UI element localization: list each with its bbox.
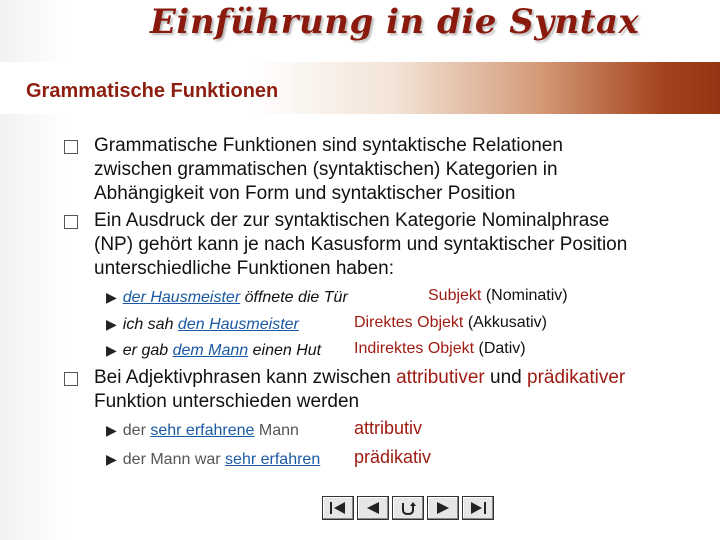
bullet-1-line-3: Abhängigkeit von Form und syntaktischer Position: [94, 183, 516, 204]
return-button[interactable]: [392, 496, 424, 520]
triangle-bullet-icon: ▶: [106, 342, 117, 358]
banner-title: Einführung in die Syntax: [150, 2, 640, 42]
bullet-2-line-1: Ein Ausdruck der zur syntaktischen Kategorie Nominalphrase: [94, 210, 610, 231]
first-slide-button[interactable]: [322, 496, 354, 520]
next-slide-button[interactable]: [427, 496, 459, 520]
previous-icon: [362, 499, 384, 517]
checkbox-bullet-icon: [64, 140, 80, 156]
triangle-bullet-icon: ▶: [106, 451, 117, 467]
triangle-bullet-icon: ▶: [106, 289, 117, 305]
example-ap-1-function: attributiv: [354, 418, 423, 438]
navigation-bar: [322, 496, 494, 520]
checkbox-bullet-icon: [64, 215, 80, 231]
triangle-bullet-icon: ▶: [106, 316, 117, 332]
return-icon: [397, 499, 419, 517]
section-title: Grammatische Funktionen: [26, 80, 279, 102]
example-ap-2: ▶ der Mann war sehr erfahren: [106, 451, 321, 468]
example-np-3-function: Indirektes Objekt (Dativ): [354, 340, 526, 357]
example-np-1-function: Subjekt (Nominativ): [428, 287, 568, 304]
bullet-3-line-2: Funktion unterschieden werden: [94, 391, 360, 412]
bullet-1-line-1: Grammatische Funktionen sind syntaktische Relationen: [94, 135, 563, 156]
example-np-3: ▶ er gab dem Mann einen Hut: [106, 342, 322, 359]
bullet-2-line-2: (NP) gehört kann je nach Kasusform und syntaktischer Position: [94, 234, 628, 255]
example-ap-2-function: prädikativ: [354, 447, 432, 467]
bullet-3-line-1: Bei Adjektivphrasen kann zwischen attributiver und prädikativer: [94, 367, 626, 388]
last-icon: [467, 499, 489, 517]
next-icon: [432, 499, 454, 517]
first-icon: [327, 499, 349, 517]
example-np-2: ▶ ich sah den Hausmeister: [106, 316, 299, 333]
last-slide-button[interactable]: [462, 496, 494, 520]
bullet-1-line-2: zwischen grammatischen (syntaktischen) Kategorien in: [94, 159, 558, 180]
bullet-2-line-3: unterschiedliche Funktionen haben:: [94, 258, 394, 279]
example-ap-1: ▶ der sehr erfahrene Mann: [106, 422, 299, 439]
previous-slide-button[interactable]: [357, 496, 389, 520]
triangle-bullet-icon: ▶: [106, 422, 117, 438]
example-np-2-function: Direktes Objekt (Akkusativ): [354, 314, 547, 331]
checkbox-bullet-icon: [64, 372, 80, 388]
example-np-1: ▶ der Hausmeister öffnete die Tür: [106, 289, 348, 306]
